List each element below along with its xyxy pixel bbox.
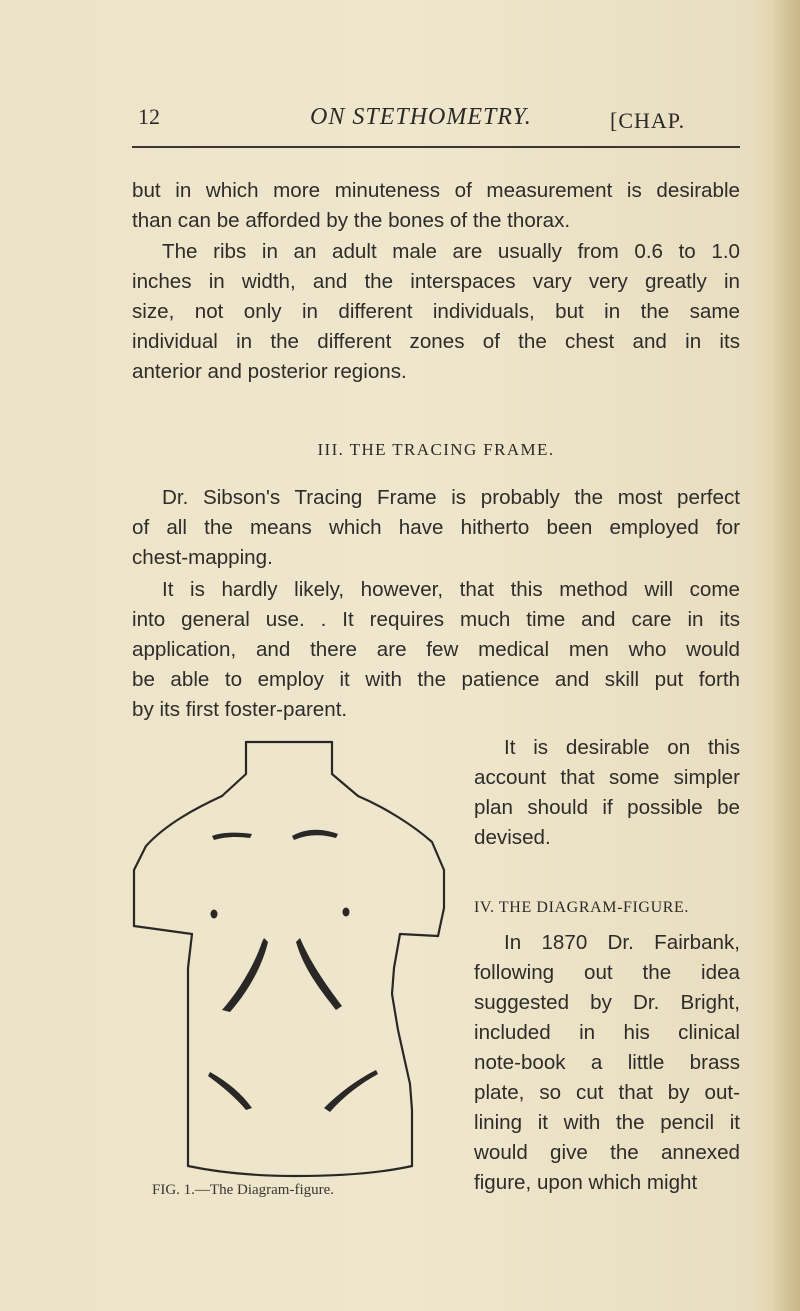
text-line: chest-mapping. [132,546,273,569]
text-line: account that some simpler [474,766,740,789]
text-line: individual in the different zones of the chest and in its [132,330,740,353]
text-line: note-book a little brass [474,1051,740,1074]
text-line: suggested by Dr. Bright, [474,991,740,1014]
text-line: size, not only in different individuals, but in the same [132,300,740,323]
left-costal-mark [222,938,268,1012]
left-axilla-step [134,926,192,934]
paragraph-fairbank [474,928,740,1198]
right-trunk-side [392,934,412,1166]
paragraph-sibson [132,483,740,573]
header-rule [132,146,740,148]
text-line: following out the idea [474,961,740,984]
text-line: It is hardly likely, however, that this method will come [162,578,740,601]
text-line: included in his clinical [474,1021,740,1044]
text-line: devised. [474,826,551,849]
text-line: be able to employ it with the patience and skill put forth [132,668,740,691]
text-line: In 1870 Dr. Fairbank, [504,931,740,954]
text-line: of all the means which have hitherto been employed for [132,516,740,539]
figure-caption: FIG. 1.—The Diagram-figure. [152,1182,335,1198]
right-clavicle-mark [292,830,338,840]
text-line: plan should if possible be [474,796,740,819]
right-shoulder-outline [358,796,444,870]
running-header [110,104,742,144]
section-heading-tracing-frame: III. THE TRACING FRAME. [317,440,555,459]
paragraph-simpler-plan [474,733,740,853]
neck-left-side [222,742,246,796]
text-line: application, and there are few medical men who would [132,638,740,661]
right-axilla-step [400,934,438,936]
page-number: 12 [138,104,160,129]
neck-right-side [332,742,358,796]
left-trunk-side [188,934,192,1166]
trunk-base [188,1166,412,1176]
section-heading-diagram-figure: IV. THE DIAGRAM-FIGURE. [474,899,689,916]
right-arm-edge [438,870,444,936]
right-nipple-mark [343,908,350,917]
paragraph-ribs [132,237,740,387]
text-line: anterior and posterior regions. [132,360,407,383]
text-line: The ribs in an adult male are usually from 0.6 to 1.0 [162,240,740,263]
left-lower-mark [208,1072,252,1110]
right-costal-mark [296,938,342,1010]
diagram-figure [126,730,456,1200]
paragraph-continuation [132,176,740,236]
text-line: It is desirable on this [504,736,740,759]
left-clavicle-mark [212,833,252,840]
page-edge-shadow [772,0,800,1311]
left-shoulder-outline [134,796,222,870]
text-line: but in which more minuteness of measurement is desirable [132,179,740,202]
left-nipple-mark [211,910,218,919]
text-line: lining it with the pencil it [474,1111,740,1134]
text-line: inches in width, and the interspaces vary very greatly in [132,270,740,293]
right-lower-mark [324,1070,378,1112]
text-line: plate, so cut that by out- [474,1081,740,1104]
text-line: by its first foster-parent. [132,698,348,721]
text-line: than can be afforded by the bones of the thorax. [132,209,571,232]
text-line: Dr. Sibson's Tracing Frame is probably the most perfect [162,486,740,509]
paragraph-general-use [132,575,740,725]
text-line: into general use. . It requires much time and care in its [132,608,740,631]
text-line: figure, upon which might [474,1171,698,1194]
running-title: ON STETHOMETRY. [310,104,532,130]
chapter-mark: [CHAP. [610,108,686,133]
text-line: would give the annexed [474,1141,740,1164]
